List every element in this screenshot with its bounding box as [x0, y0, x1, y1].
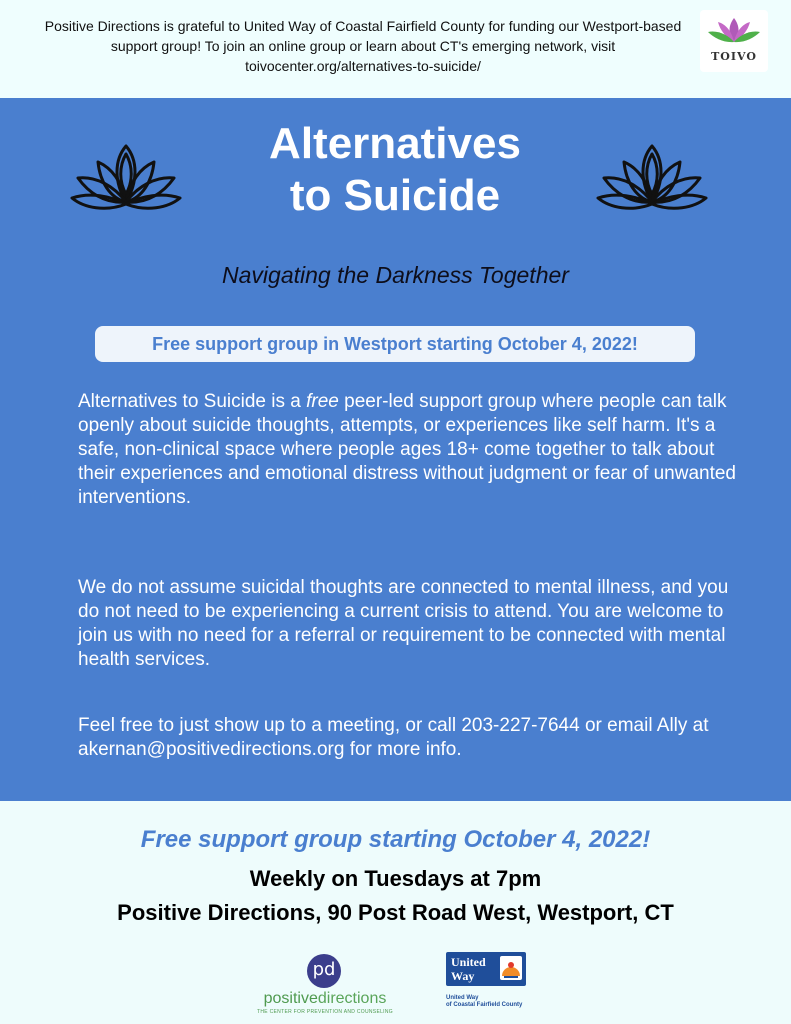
uw-line-2: Way [451, 969, 475, 983]
united-way-logo [446, 952, 556, 1016]
start-date-heading: Free support group starting October 4, 2022! [140, 826, 651, 853]
title-line-1: Alternatives [269, 119, 521, 168]
uw-wordmark [451, 955, 501, 983]
uw-badge [446, 952, 526, 986]
header-bar [0, 0, 791, 98]
start-date-banner: Free support group in Westport starting October 4, 2022! [95, 326, 695, 362]
subtitle: Navigating the Darkness Together [222, 262, 569, 288]
uw-line-1: United [451, 955, 486, 969]
pd-mark: pd [307, 954, 341, 988]
pd-word-positive: positive [263, 990, 318, 1007]
title-line-2: to Suicide [289, 171, 501, 220]
uw-caption-line-2: of Coastal Fairfield County [446, 1002, 523, 1008]
uw-caption [446, 995, 556, 1009]
description-paragraph [78, 390, 738, 510]
pd-wordmark [250, 990, 400, 1008]
uw-caption-line-1: United Way [446, 995, 479, 1001]
pd-logo [250, 950, 400, 1020]
pd-word-directions: directions [317, 990, 387, 1007]
contact-paragraph: Feel free to just show up to a meeting, or call 203-227-7644 or email Ally at akernan@positivedirections.org for more info. [78, 715, 709, 760]
lotus-icon [70, 142, 182, 214]
toivo-wordmark: TOIVO [711, 50, 757, 63]
free-emphasis: free [306, 391, 339, 412]
approach-paragraph: We do not assume suicidal thoughts are connected to mental illness, and you do not need to be experiencing a current crisis to attend. You are welcome to join us with no need for a referral or requirement to be connected with mental health services. [78, 577, 729, 670]
funding-notice: Positive Directions is grateful to United Way of Coastal Fairfield County for funding our Westport-based support group! To join an online group or learn about CT's emerging network, visit toivocenter.org/alternatives-to-suicide/ [44, 18, 682, 74]
page-title [170, 118, 620, 222]
schedule-line: Weekly on Tuesdays at 7pm [249, 866, 542, 891]
pd-tagline: THE CENTER FOR PREVENTION AND COUNSELING [257, 1009, 393, 1015]
description-text: Alternatives to Suicide is a [78, 391, 307, 412]
uw-emblem-icon [500, 956, 522, 980]
toivo-lotus-icon [700, 10, 768, 50]
toivo-logo [700, 10, 768, 72]
description-text-continued: peer-led support group where people can talk openly about suicide thoughts, attempts, or experiences like self harm. It's a safe, non-clinical space where people ages 18+ come together to talk about their experiences and emotional distress without judgment or fear of unwanted interventions. [78, 391, 736, 508]
location-line: Positive Directions, 90 Post Road West, Westport, CT [117, 900, 674, 925]
